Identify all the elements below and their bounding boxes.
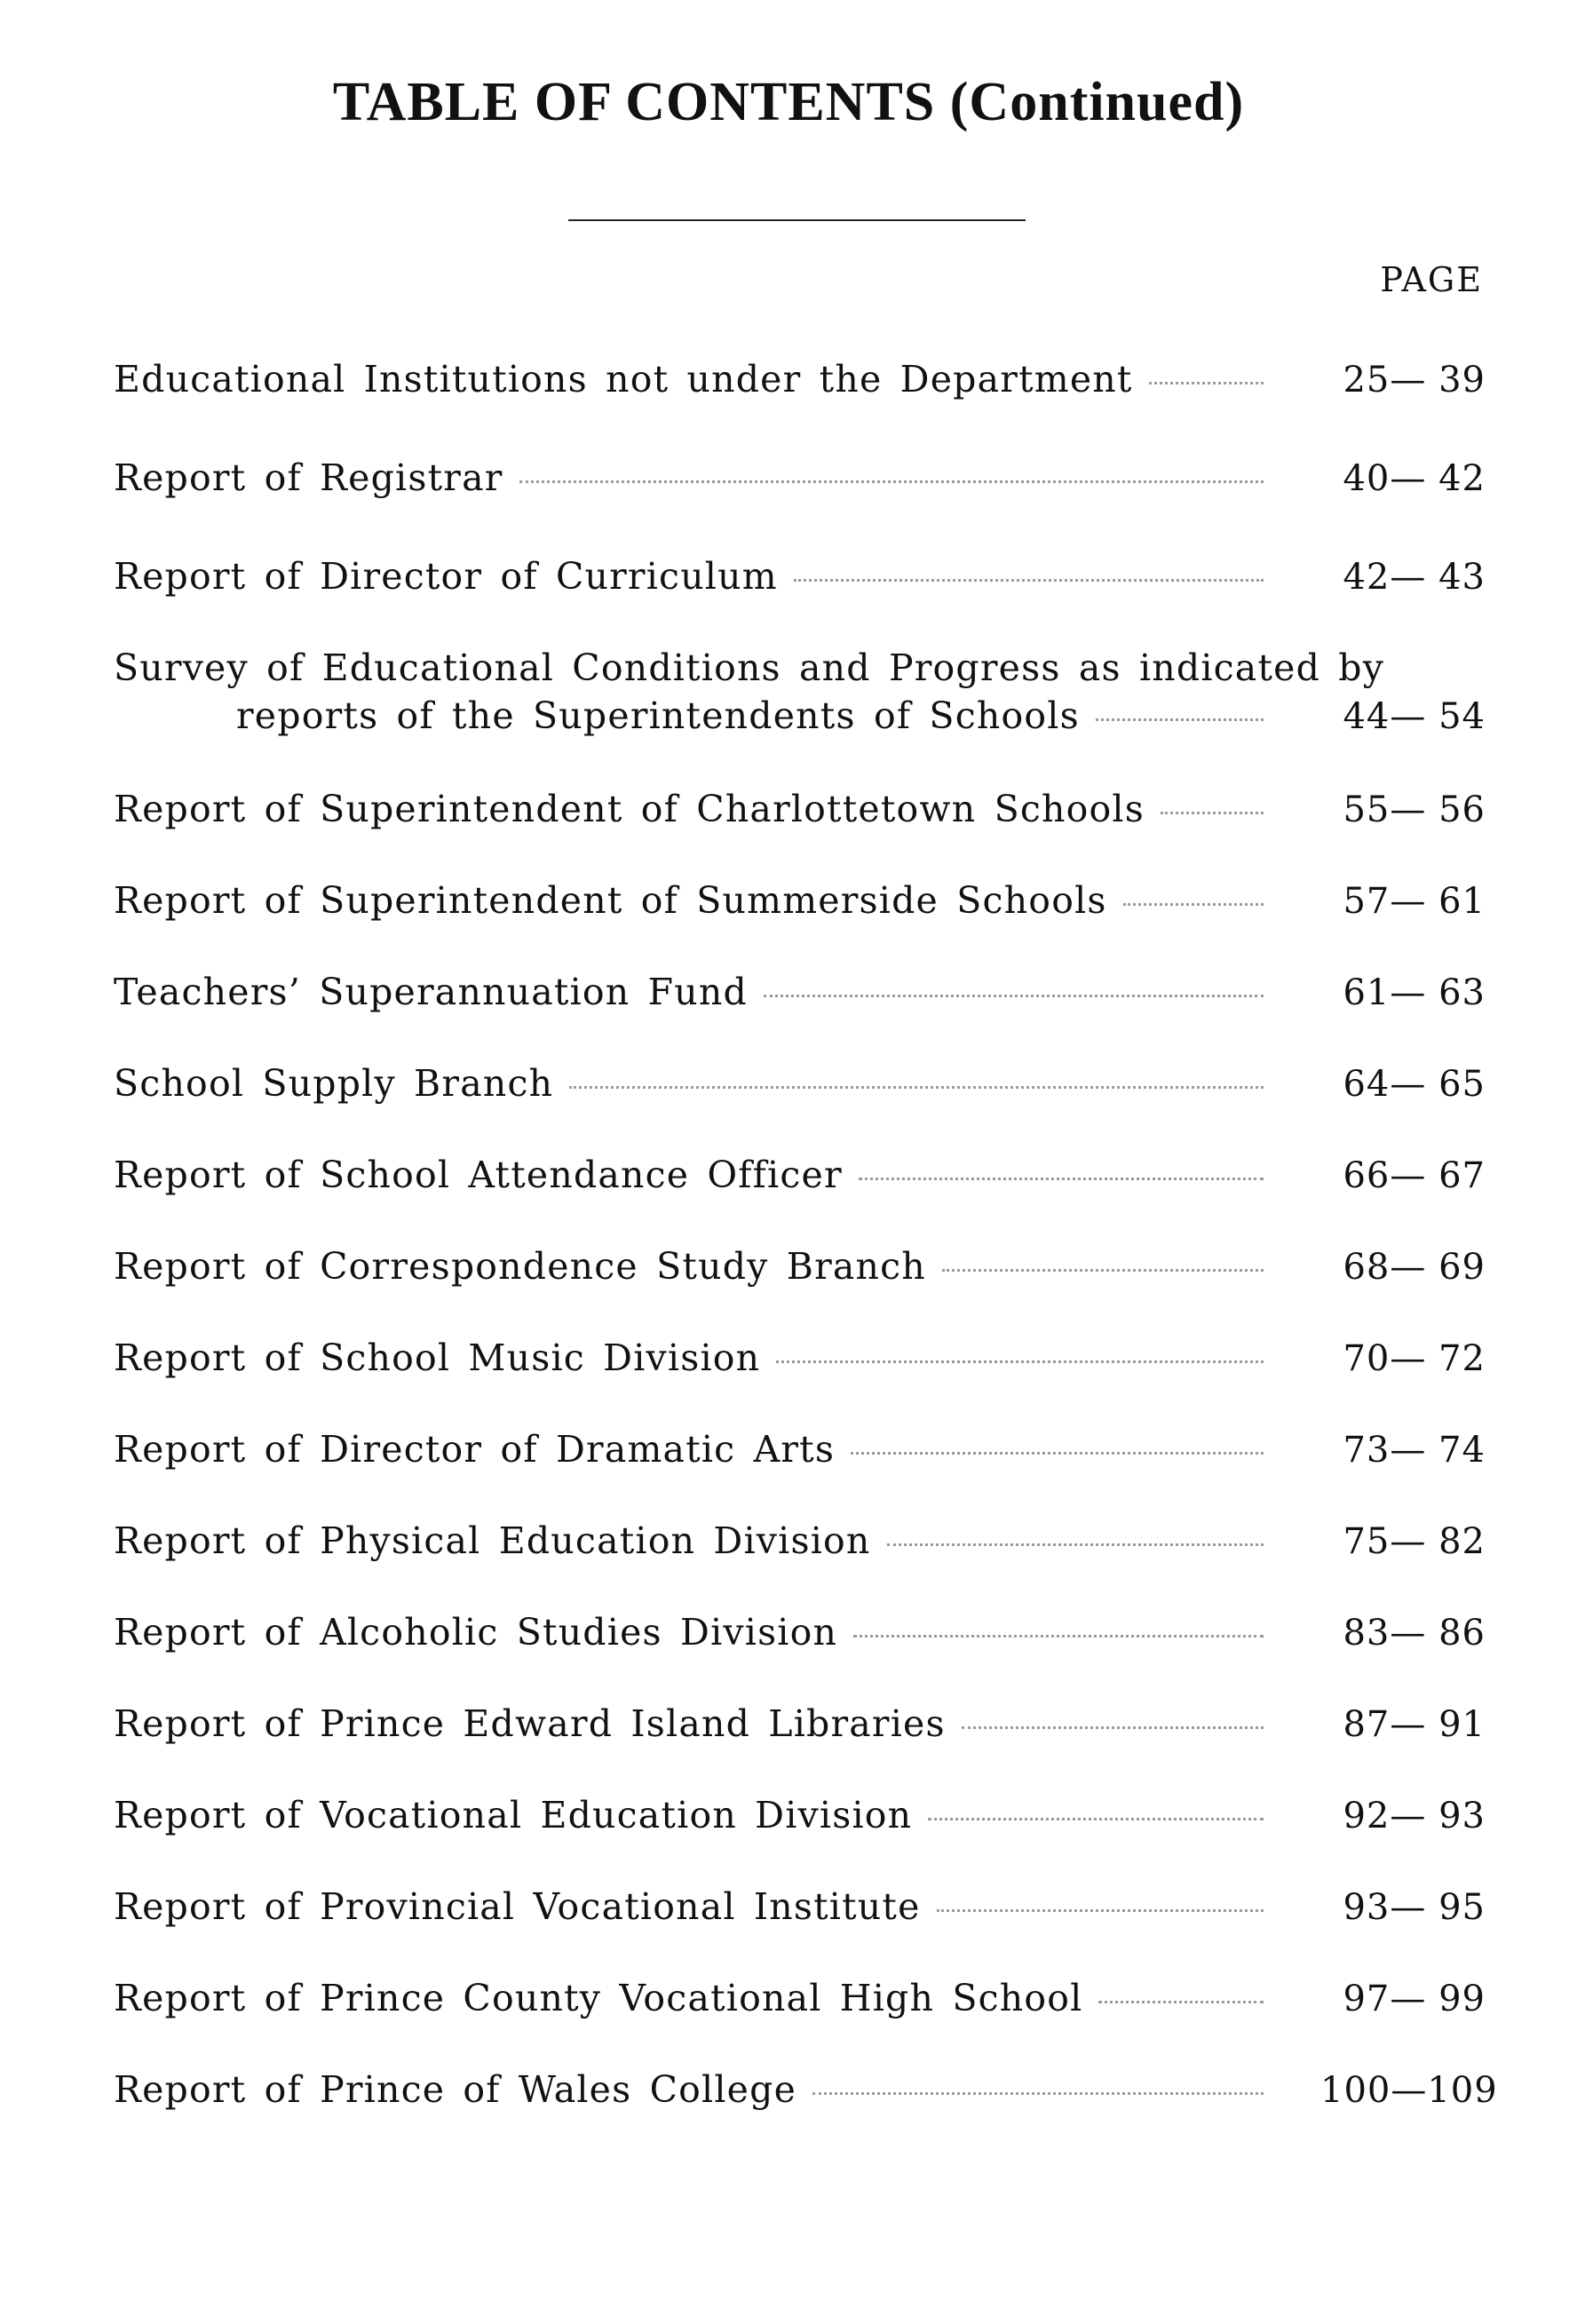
dot-leader [569, 1086, 1264, 1089]
dot-leader [812, 2092, 1264, 2095]
dot-leader [1098, 2001, 1264, 2003]
entry-pages: 75— 82 [1343, 1521, 1486, 1562]
dot-leader [937, 1909, 1264, 1912]
entry-title: Report of Prince County Vocational High School [114, 1977, 1083, 2019]
entry-title: Report of School Attendance Officer [114, 1154, 843, 1196]
entry-title: Report of Correspondence Study Branch [114, 1245, 926, 1288]
entry-pages: 25— 39 [1343, 360, 1486, 401]
dot-leader [1149, 382, 1264, 385]
dot-leader [887, 1543, 1264, 1546]
toc-entry [114, 1242, 1486, 1290]
toc-entry [114, 1059, 1486, 1107]
entry-pages: 100—109 [1320, 2070, 1498, 2111]
dot-leader [1161, 812, 1264, 814]
entry-title: Report of Director of Dramatic Arts [114, 1428, 836, 1471]
entry-title-continued: reports of the Superintendents of Schools [236, 694, 1080, 737]
toc-entry [114, 1608, 1486, 1656]
toc-entry [114, 1883, 1486, 1931]
toc-entry [114, 1425, 1486, 1473]
toc-entry [114, 2066, 1498, 2114]
entry-pages: 73— 74 [1343, 1430, 1486, 1471]
toc-entry [114, 355, 1486, 403]
entry-pages: 44— 54 [1343, 696, 1486, 737]
entry-pages: 68— 69 [1343, 1247, 1486, 1288]
dot-leader [776, 1360, 1264, 1363]
entry-title: Report of Provincial Vocational Institute [114, 1885, 921, 1928]
entry-title: Report of Prince Edward Island Libraries [114, 1702, 946, 1745]
entry-title: Report of Vocational Education Division [114, 1794, 913, 1836]
entry-title: Report of Director of Curriculum [114, 555, 778, 598]
dot-leader [928, 1818, 1264, 1820]
entry-title: Teachers’ Superannuation Fund [114, 971, 748, 1013]
dot-leader [1096, 718, 1264, 721]
entry-title: Report of Superintendent of Summerside Schools [114, 879, 1107, 922]
entry-title: Survey of Educational Conditions and Progress as indicated by [114, 646, 1385, 689]
entry-pages: 83— 86 [1343, 1613, 1486, 1654]
entry-title: School Supply Branch [114, 1062, 554, 1105]
dot-leader [519, 480, 1264, 483]
toc-entry [114, 968, 1486, 1016]
dot-leader [942, 1269, 1264, 1272]
entry-pages: 61— 63 [1343, 972, 1486, 1013]
entry-pages: 93— 95 [1343, 1887, 1486, 1928]
entry-title: Report of Superintendent of Charlottetown Schools [114, 788, 1145, 830]
toc-entry [114, 644, 1486, 740]
entry-pages: 97— 99 [1343, 1979, 1486, 2019]
entry-pages: 66— 67 [1343, 1155, 1486, 1196]
entry-pages: 87— 91 [1343, 1704, 1486, 1745]
dot-leader [764, 995, 1264, 997]
toc-entry [114, 1517, 1486, 1565]
entry-pages: 55— 56 [1343, 789, 1486, 830]
entry-pages: 40— 42 [1343, 458, 1486, 499]
page-title: TABLE OF CONTENTS (Continued) [332, 72, 1245, 132]
entry-title: Report of Alcoholic Studies Division [114, 1611, 838, 1654]
entry-pages: 92— 93 [1343, 1796, 1486, 1836]
entry-pages: 57— 61 [1343, 881, 1486, 922]
toc-entry [114, 454, 1486, 502]
entry-pages: 70— 72 [1343, 1338, 1486, 1379]
dot-leader [794, 579, 1264, 582]
entry-pages: 42— 43 [1343, 557, 1486, 598]
page-column-header: PAGE [1380, 260, 1483, 299]
entry-title: Report of Prince of Wales College [114, 2068, 797, 2111]
toc-entry [114, 1700, 1486, 1748]
entry-title: Report of Physical Education Division [114, 1519, 871, 1562]
toc-entry [114, 1151, 1486, 1199]
entry-title: Educational Institutions not under the Department [114, 358, 1133, 401]
dot-leader [1123, 903, 1264, 906]
entry-title: Report of School Music Division [114, 1336, 761, 1379]
entry-pages: 64— 65 [1343, 1064, 1486, 1105]
toc-entry [114, 785, 1486, 833]
dot-leader [859, 1178, 1264, 1180]
title-divider [568, 219, 1026, 221]
toc-entry [114, 1334, 1486, 1382]
dot-leader [851, 1452, 1264, 1455]
dot-leader [962, 1726, 1264, 1729]
dot-leader [853, 1635, 1264, 1638]
toc-entry [114, 876, 1486, 924]
toc-entry [114, 552, 1486, 600]
entry-title: Report of Registrar [114, 456, 503, 499]
toc-entry [114, 1791, 1486, 1839]
toc-entry [114, 1974, 1486, 2022]
